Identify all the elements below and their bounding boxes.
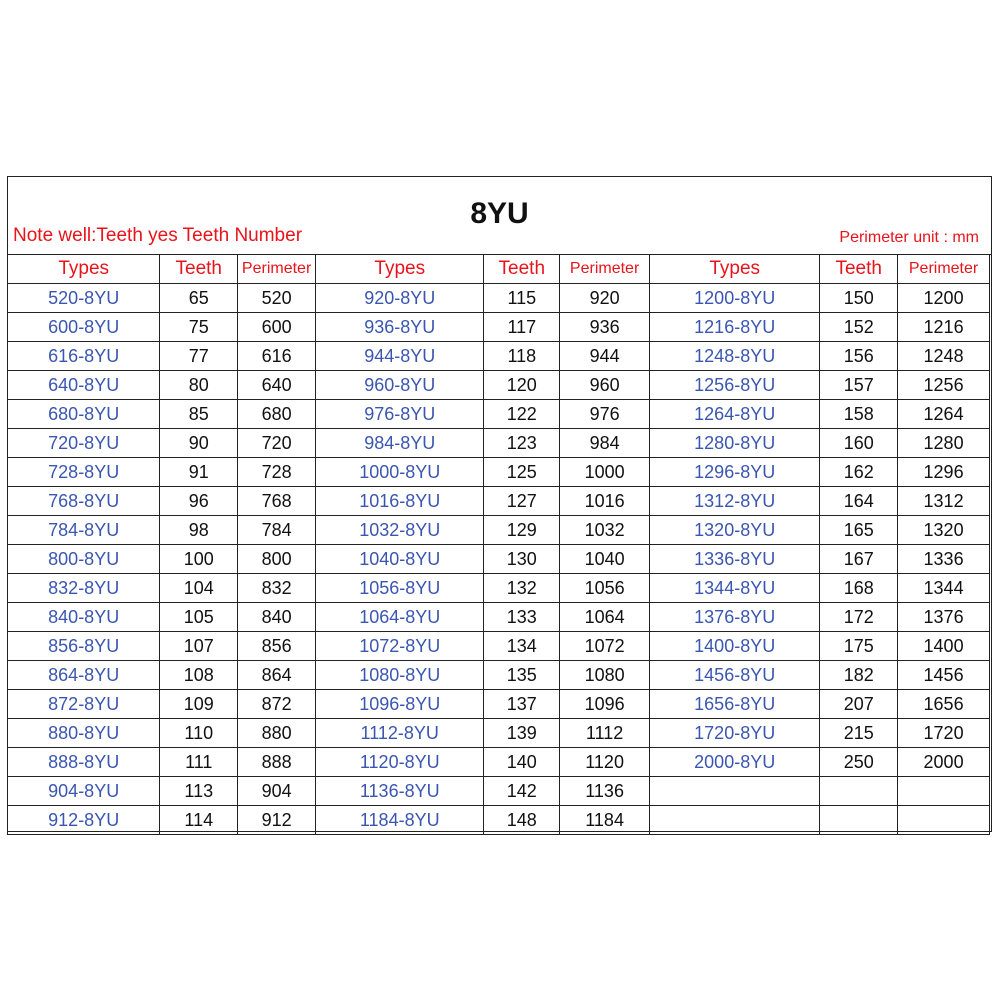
cell-type: 864-8YU bbox=[8, 661, 160, 690]
table-row bbox=[8, 806, 990, 835]
header-types: Types bbox=[316, 255, 484, 284]
cell-teeth: 165 bbox=[820, 516, 898, 545]
cell-teeth: 117 bbox=[484, 313, 560, 342]
cell-type: 1336-8YU bbox=[650, 545, 820, 574]
cell-perimeter: 1184 bbox=[560, 806, 650, 835]
cell-teeth: 140 bbox=[484, 748, 560, 777]
cell-perimeter: 880 bbox=[238, 719, 316, 748]
table-row bbox=[8, 487, 990, 516]
cell-perimeter: 1296 bbox=[898, 458, 990, 487]
cell-type: 960-8YU bbox=[316, 371, 484, 400]
cell-teeth: 164 bbox=[820, 487, 898, 516]
cell-perimeter: 936 bbox=[560, 313, 650, 342]
cell-teeth: 139 bbox=[484, 719, 560, 748]
cell-perimeter: 912 bbox=[238, 806, 316, 835]
empty-cell bbox=[898, 806, 990, 835]
cell-teeth: 108 bbox=[160, 661, 238, 690]
cell-perimeter: 984 bbox=[560, 429, 650, 458]
cell-teeth: 105 bbox=[160, 603, 238, 632]
cell-perimeter: 1312 bbox=[898, 487, 990, 516]
cell-perimeter: 720 bbox=[238, 429, 316, 458]
cell-teeth: 137 bbox=[484, 690, 560, 719]
cell-type: 720-8YU bbox=[8, 429, 160, 458]
cell-perimeter: 1096 bbox=[560, 690, 650, 719]
cell-teeth: 134 bbox=[484, 632, 560, 661]
table-row bbox=[8, 777, 990, 806]
cell-teeth: 127 bbox=[484, 487, 560, 516]
cell-perimeter: 888 bbox=[238, 748, 316, 777]
cell-type: 904-8YU bbox=[8, 777, 160, 806]
table-row bbox=[8, 574, 990, 603]
cell-teeth: 150 bbox=[820, 284, 898, 313]
cell-type: 1000-8YU bbox=[316, 458, 484, 487]
cell-perimeter: 1216 bbox=[898, 313, 990, 342]
cell-teeth: 65 bbox=[160, 284, 238, 313]
cell-perimeter: 1656 bbox=[898, 690, 990, 719]
cell-type: 1400-8YU bbox=[650, 632, 820, 661]
cell-type: 840-8YU bbox=[8, 603, 160, 632]
cell-perimeter: 1256 bbox=[898, 371, 990, 400]
cell-type: 944-8YU bbox=[316, 342, 484, 371]
cell-type: 1136-8YU bbox=[316, 777, 484, 806]
cell-type: 872-8YU bbox=[8, 690, 160, 719]
cell-teeth: 110 bbox=[160, 719, 238, 748]
cell-teeth: 77 bbox=[160, 342, 238, 371]
cell-perimeter: 1456 bbox=[898, 661, 990, 690]
cell-type: 1720-8YU bbox=[650, 719, 820, 748]
empty-cell bbox=[650, 806, 820, 835]
cell-type: 1280-8YU bbox=[650, 429, 820, 458]
cell-type: 1072-8YU bbox=[316, 632, 484, 661]
cell-perimeter: 832 bbox=[238, 574, 316, 603]
cell-teeth: 135 bbox=[484, 661, 560, 690]
cell-perimeter: 1016 bbox=[560, 487, 650, 516]
header-perimeter: Perimeter bbox=[560, 255, 650, 284]
cell-type: 1312-8YU bbox=[650, 487, 820, 516]
cell-type: 1120-8YU bbox=[316, 748, 484, 777]
cell-perimeter: 784 bbox=[238, 516, 316, 545]
cell-teeth: 130 bbox=[484, 545, 560, 574]
cell-teeth: 90 bbox=[160, 429, 238, 458]
header-row bbox=[8, 255, 990, 284]
cell-perimeter: 728 bbox=[238, 458, 316, 487]
cell-teeth: 113 bbox=[160, 777, 238, 806]
table-row bbox=[8, 284, 990, 313]
cell-perimeter: 1320 bbox=[898, 516, 990, 545]
table-body bbox=[8, 284, 990, 835]
cell-type: 1320-8YU bbox=[650, 516, 820, 545]
cell-type: 888-8YU bbox=[8, 748, 160, 777]
cell-type: 984-8YU bbox=[316, 429, 484, 458]
cell-teeth: 129 bbox=[484, 516, 560, 545]
header-types: Types bbox=[650, 255, 820, 284]
cell-perimeter: 800 bbox=[238, 545, 316, 574]
cell-type: 856-8YU bbox=[8, 632, 160, 661]
empty-cell bbox=[820, 806, 898, 835]
table-row bbox=[8, 603, 990, 632]
cell-type: 1096-8YU bbox=[316, 690, 484, 719]
cell-teeth: 75 bbox=[160, 313, 238, 342]
cell-perimeter: 1032 bbox=[560, 516, 650, 545]
cell-teeth: 85 bbox=[160, 400, 238, 429]
cell-type: 640-8YU bbox=[8, 371, 160, 400]
cell-teeth: 133 bbox=[484, 603, 560, 632]
cell-teeth: 100 bbox=[160, 545, 238, 574]
cell-type: 1248-8YU bbox=[650, 342, 820, 371]
cell-perimeter: 1344 bbox=[898, 574, 990, 603]
cell-perimeter: 840 bbox=[238, 603, 316, 632]
cell-type: 1016-8YU bbox=[316, 487, 484, 516]
cell-perimeter: 1072 bbox=[560, 632, 650, 661]
cell-teeth: 111 bbox=[160, 748, 238, 777]
cell-teeth: 118 bbox=[484, 342, 560, 371]
cell-teeth: 142 bbox=[484, 777, 560, 806]
cell-teeth: 122 bbox=[484, 400, 560, 429]
cell-type: 1216-8YU bbox=[650, 313, 820, 342]
cell-teeth: 175 bbox=[820, 632, 898, 661]
table-row bbox=[8, 719, 990, 748]
cell-type: 768-8YU bbox=[8, 487, 160, 516]
cell-perimeter: 1112 bbox=[560, 719, 650, 748]
cell-perimeter: 1000 bbox=[560, 458, 650, 487]
cell-perimeter: 1280 bbox=[898, 429, 990, 458]
table-row bbox=[8, 545, 990, 574]
cell-teeth: 215 bbox=[820, 719, 898, 748]
cell-perimeter: 520 bbox=[238, 284, 316, 313]
cell-perimeter: 1120 bbox=[560, 748, 650, 777]
cell-perimeter: 1264 bbox=[898, 400, 990, 429]
header-teeth: Teeth bbox=[820, 255, 898, 284]
cell-perimeter: 960 bbox=[560, 371, 650, 400]
table-row bbox=[8, 371, 990, 400]
cell-type: 936-8YU bbox=[316, 313, 484, 342]
cell-perimeter: 944 bbox=[560, 342, 650, 371]
cell-type: 1032-8YU bbox=[316, 516, 484, 545]
header-teeth: Teeth bbox=[160, 255, 238, 284]
cell-teeth: 80 bbox=[160, 371, 238, 400]
cell-perimeter: 2000 bbox=[898, 748, 990, 777]
title-band bbox=[8, 177, 991, 255]
cell-perimeter: 1056 bbox=[560, 574, 650, 603]
cell-type: 800-8YU bbox=[8, 545, 160, 574]
cell-perimeter: 680 bbox=[238, 400, 316, 429]
cell-teeth: 120 bbox=[484, 371, 560, 400]
cell-type: 1456-8YU bbox=[650, 661, 820, 690]
cell-teeth: 152 bbox=[820, 313, 898, 342]
cell-teeth: 132 bbox=[484, 574, 560, 603]
header-teeth: Teeth bbox=[484, 255, 560, 284]
cell-teeth: 160 bbox=[820, 429, 898, 458]
cell-teeth: 182 bbox=[820, 661, 898, 690]
cell-perimeter: 1200 bbox=[898, 284, 990, 313]
cell-perimeter: 976 bbox=[560, 400, 650, 429]
cell-teeth: 91 bbox=[160, 458, 238, 487]
cell-type: 680-8YU bbox=[8, 400, 160, 429]
cell-teeth: 96 bbox=[160, 487, 238, 516]
cell-type: 1344-8YU bbox=[650, 574, 820, 603]
cell-type: 520-8YU bbox=[8, 284, 160, 313]
header-perimeter: Perimeter bbox=[898, 255, 990, 284]
cell-teeth: 107 bbox=[160, 632, 238, 661]
cell-perimeter: 1720 bbox=[898, 719, 990, 748]
cell-teeth: 167 bbox=[820, 545, 898, 574]
cell-type: 920-8YU bbox=[316, 284, 484, 313]
cell-type: 1112-8YU bbox=[316, 719, 484, 748]
table-row bbox=[8, 313, 990, 342]
sheet-title: 8YU bbox=[470, 197, 529, 230]
cell-teeth: 168 bbox=[820, 574, 898, 603]
cell-teeth: 109 bbox=[160, 690, 238, 719]
cell-type: 1376-8YU bbox=[650, 603, 820, 632]
cell-teeth: 123 bbox=[484, 429, 560, 458]
cell-type: 616-8YU bbox=[8, 342, 160, 371]
unit-label: Perimeter unit : mm bbox=[839, 229, 979, 246]
cell-type: 728-8YU bbox=[8, 458, 160, 487]
cell-type: 880-8YU bbox=[8, 719, 160, 748]
cell-type: 1080-8YU bbox=[316, 661, 484, 690]
cell-perimeter: 1064 bbox=[560, 603, 650, 632]
table-row bbox=[8, 342, 990, 371]
cell-type: 1040-8YU bbox=[316, 545, 484, 574]
cell-perimeter: 600 bbox=[238, 313, 316, 342]
header-perimeter: Perimeter bbox=[238, 255, 316, 284]
cell-teeth: 172 bbox=[820, 603, 898, 632]
cell-type: 1296-8YU bbox=[650, 458, 820, 487]
cell-teeth: 104 bbox=[160, 574, 238, 603]
cell-perimeter: 1040 bbox=[560, 545, 650, 574]
note-text: Note well:Teeth yes Teeth Number bbox=[13, 225, 303, 246]
cell-perimeter: 1136 bbox=[560, 777, 650, 806]
cell-perimeter: 856 bbox=[238, 632, 316, 661]
cell-teeth: 157 bbox=[820, 371, 898, 400]
cell-teeth: 115 bbox=[484, 284, 560, 313]
cell-perimeter: 640 bbox=[238, 371, 316, 400]
cell-perimeter: 768 bbox=[238, 487, 316, 516]
cell-perimeter: 1336 bbox=[898, 545, 990, 574]
table-row bbox=[8, 400, 990, 429]
table-row bbox=[8, 458, 990, 487]
cell-teeth: 148 bbox=[484, 806, 560, 835]
cell-teeth: 250 bbox=[820, 748, 898, 777]
cell-teeth: 114 bbox=[160, 806, 238, 835]
cell-teeth: 156 bbox=[820, 342, 898, 371]
cell-type: 600-8YU bbox=[8, 313, 160, 342]
cell-teeth: 98 bbox=[160, 516, 238, 545]
cell-type: 1656-8YU bbox=[650, 690, 820, 719]
table-row bbox=[8, 632, 990, 661]
empty-cell bbox=[820, 777, 898, 806]
cell-perimeter: 1400 bbox=[898, 632, 990, 661]
cell-type: 1200-8YU bbox=[650, 284, 820, 313]
cell-type: 976-8YU bbox=[316, 400, 484, 429]
header-types: Types bbox=[8, 255, 160, 284]
belt-spec-sheet bbox=[7, 176, 992, 832]
table-row bbox=[8, 690, 990, 719]
empty-cell bbox=[650, 777, 820, 806]
empty-cell bbox=[898, 777, 990, 806]
table-row bbox=[8, 748, 990, 777]
cell-type: 832-8YU bbox=[8, 574, 160, 603]
spec-table bbox=[7, 254, 990, 835]
table-row bbox=[8, 429, 990, 458]
cell-perimeter: 872 bbox=[238, 690, 316, 719]
cell-perimeter: 616 bbox=[238, 342, 316, 371]
cell-type: 912-8YU bbox=[8, 806, 160, 835]
cell-type: 2000-8YU bbox=[650, 748, 820, 777]
cell-teeth: 158 bbox=[820, 400, 898, 429]
cell-perimeter: 904 bbox=[238, 777, 316, 806]
cell-type: 1184-8YU bbox=[316, 806, 484, 835]
cell-perimeter: 920 bbox=[560, 284, 650, 313]
cell-type: 1064-8YU bbox=[316, 603, 484, 632]
cell-perimeter: 1376 bbox=[898, 603, 990, 632]
cell-perimeter: 1080 bbox=[560, 661, 650, 690]
cell-teeth: 162 bbox=[820, 458, 898, 487]
cell-perimeter: 864 bbox=[238, 661, 316, 690]
cell-teeth: 207 bbox=[820, 690, 898, 719]
cell-teeth: 125 bbox=[484, 458, 560, 487]
cell-type: 1056-8YU bbox=[316, 574, 484, 603]
cell-perimeter: 1248 bbox=[898, 342, 990, 371]
cell-type: 1264-8YU bbox=[650, 400, 820, 429]
table-row bbox=[8, 661, 990, 690]
cell-type: 1256-8YU bbox=[650, 371, 820, 400]
table-row bbox=[8, 516, 990, 545]
cell-type: 784-8YU bbox=[8, 516, 160, 545]
